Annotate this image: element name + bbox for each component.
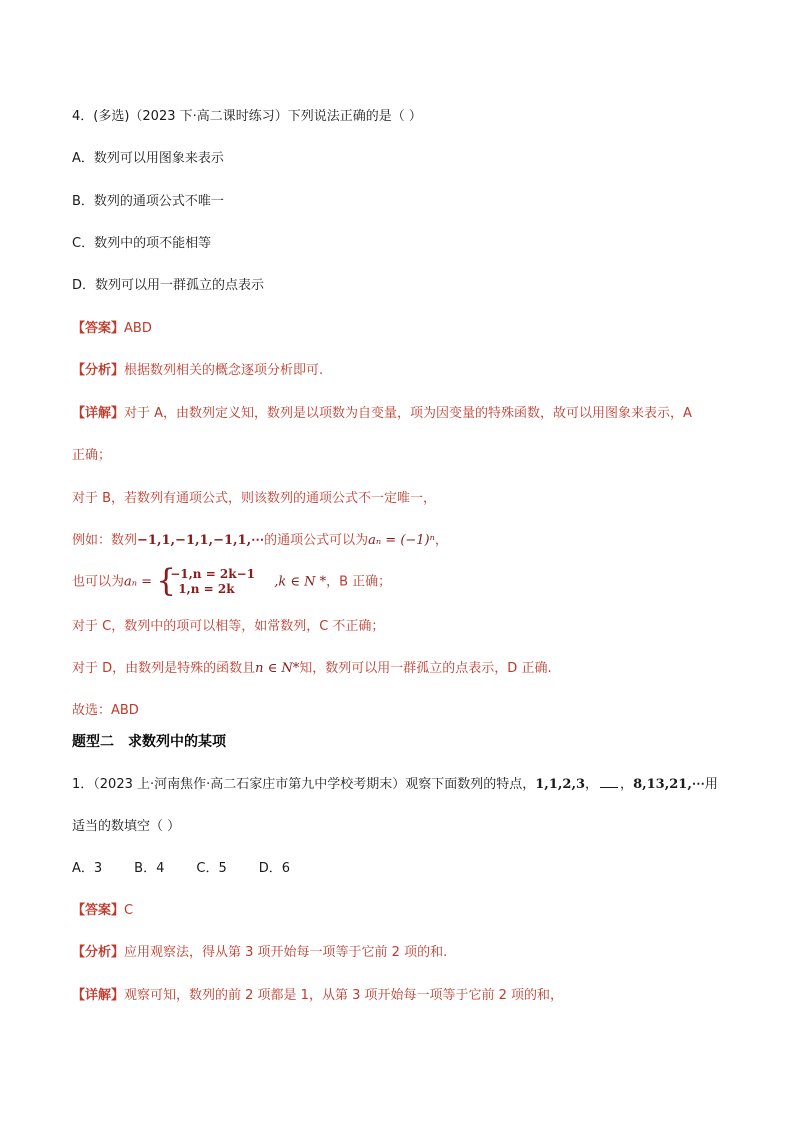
piecewise-lhs: aₙ = xyxy=(124,574,153,590)
analysis-label: 【分析】 xyxy=(72,945,125,960)
q4-detail-line1 xyxy=(72,405,692,423)
section-heading: 题型二 求数列中的某项 xyxy=(72,734,226,750)
q1-answer xyxy=(72,902,133,920)
q4-option-b: B．数列的通项公式不唯一 xyxy=(72,194,224,209)
detail-label: 【详解】 xyxy=(72,988,125,1003)
q4-option-c: C．数列中的项不能相等 xyxy=(72,236,212,251)
analysis-label: 【分析】 xyxy=(72,363,125,378)
piecewise-case-2: 1,n = 2k xyxy=(178,582,235,596)
q1-stem-text: 1．（2023 上·河南焦作·高二石家庄市第九中学校考期末）观察下面数列的特点， xyxy=(72,777,536,792)
domain-formula: n ∈ N* xyxy=(255,661,300,676)
q4-option-a: A．数列可以用图象来表示 xyxy=(72,151,224,166)
answer-value: C xyxy=(124,903,134,918)
q1-option-d: D．6 xyxy=(258,861,291,876)
left-brace-icon: { xyxy=(156,563,176,599)
answer-value: ABD xyxy=(124,321,152,336)
q1-sequence-end: 8,13,21,⋯ xyxy=(633,777,705,792)
domain-formula: ,k ∈ N * xyxy=(274,574,327,590)
q1-fill-blank xyxy=(600,775,618,788)
detail-text: ，B 正确； xyxy=(326,574,392,590)
detail-text: 的通项公式可以为 xyxy=(264,533,369,548)
q4-stem: 4．(多选)（2023 下·高二课时练习）下列说法正确的是（ ） xyxy=(72,109,422,124)
q1-stem-line1 xyxy=(72,775,718,794)
detail-text: ， xyxy=(434,533,448,548)
q4-detail-line4 xyxy=(72,532,448,550)
detail-text: 例如：数列 xyxy=(72,533,138,548)
q1-detail xyxy=(72,987,563,1005)
q1-sequence-start: 1,1,2,3 xyxy=(535,777,586,792)
q4-detail-line3: 对于 B，若数列有通项公式，则该数列的通项公式不一定唯一， xyxy=(72,491,437,506)
answer-label: 【答案】 xyxy=(72,321,125,336)
detail-text: 知，数列可以用一群孤立的点表示，D 正确. xyxy=(299,661,552,676)
q4-detail-line7 xyxy=(72,660,552,678)
q4-analysis xyxy=(72,362,323,380)
q4-option-d: D．数列可以用一群孤立的点表示 xyxy=(72,278,265,293)
q1-stem-text: ， xyxy=(585,777,599,792)
q1-stem-text: 用 xyxy=(704,777,718,792)
q1-option-a: A．3 xyxy=(72,861,103,876)
q4-detail-line6: 对于 C，数列中的项可以相等，如常数列，C 不正确； xyxy=(72,619,385,634)
q4-answer xyxy=(72,320,152,338)
q1-stem-text: ， xyxy=(620,777,634,792)
detail-text: 观察可知，数列的前 2 项都是 1，从第 3 项开始每一项等于它前 2 项的和， xyxy=(124,988,564,1003)
piecewise-formula xyxy=(156,563,274,599)
q4-detail-line2: 正确； xyxy=(72,448,112,463)
analysis-text: 应用观察法，得从第 3 项开始每一项等于它前 2 项的和. xyxy=(124,945,448,960)
q4-detail-line5 xyxy=(72,563,392,599)
sequence-formula: −1,1,−1,1,−1,1,⋯ xyxy=(137,533,265,548)
detail-text: 对于 A，由数列定义知，数列是以项数为自变量，项为因变量的特殊函数，故可以用图象来表示，A xyxy=(124,406,692,421)
detail-text: 对于 D，由数列是特殊的函数且 xyxy=(72,661,256,676)
q1-stem-line2: 适当的数填空（ ） xyxy=(72,819,181,834)
piecewise-case-1: −1,n = 2k−1 xyxy=(170,567,255,581)
answer-label: 【答案】 xyxy=(72,903,125,918)
general-term-formula: aₙ = (−1)ⁿ xyxy=(368,533,435,548)
detail-label: 【详解】 xyxy=(72,406,125,421)
q1-options xyxy=(72,860,290,878)
q1-analysis xyxy=(72,944,447,962)
analysis-text: 根据数列相关的概念逐项分析即可. xyxy=(124,363,324,378)
q1-option-c: C．5 xyxy=(196,861,227,876)
detail-text: 也可以为 xyxy=(72,574,125,590)
q1-option-b: B．4 xyxy=(134,861,165,876)
q4-final-choice: 故选：ABD xyxy=(72,703,139,718)
